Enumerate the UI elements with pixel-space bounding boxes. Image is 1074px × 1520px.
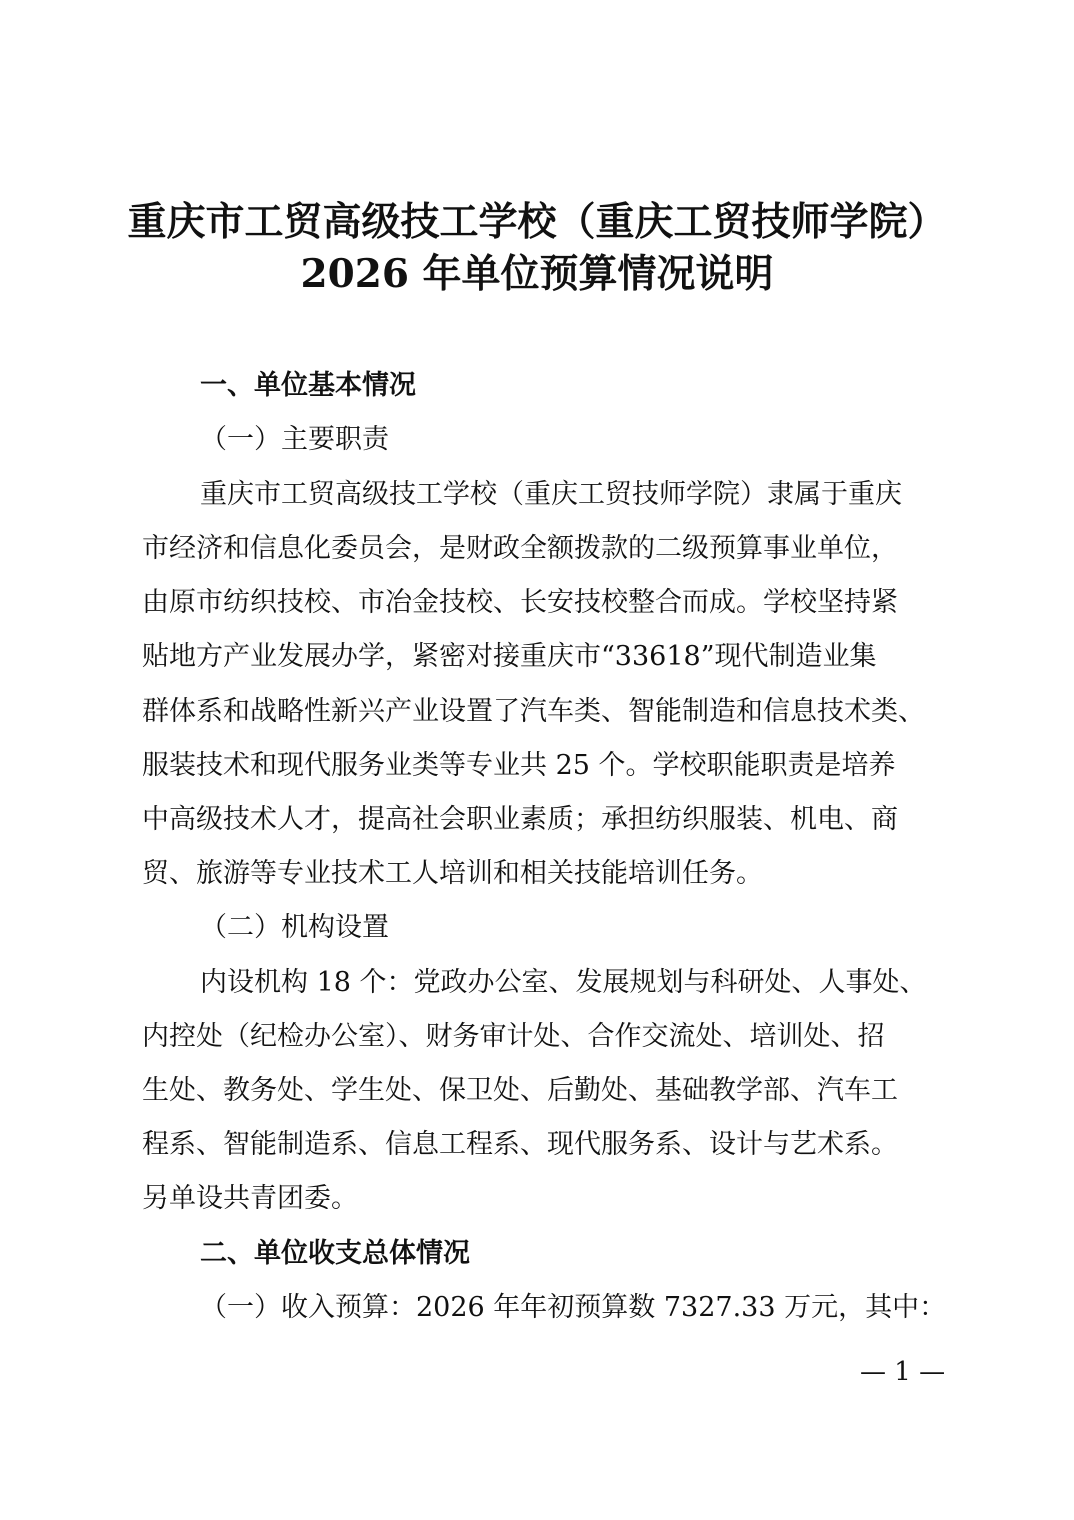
section-heading-income-expenditure: 二、单位收支总体情况 xyxy=(200,1238,470,1269)
paragraph-line: 贸、旅游等专业技术工人培训和相关技能培训任务。 xyxy=(142,858,763,889)
document-title-line-2: 2026 年单位预算情况说明 xyxy=(300,251,774,297)
page-number: — 1 — xyxy=(860,1357,946,1387)
paragraph-line: （一）收入预算：2026 年年初预算数 7327.33 万元，其中： xyxy=(200,1292,947,1323)
paragraph-line: 中高级技术人才，提高社会职业素质；承担纺织服装、机电、商 xyxy=(142,804,898,835)
document-title-line-1: 重庆市工贸高级技工学校（重庆工贸技师学院） xyxy=(127,199,947,245)
paragraph-line: 群体系和战略性新兴产业设置了汽车类、智能制造和信息技术类、 xyxy=(142,696,925,727)
subheading-organization: （二）机构设置 xyxy=(200,912,389,943)
paragraph-line: 贴地方产业发展办学，紧密对接重庆市“33618”现代制造业集 xyxy=(142,641,877,672)
section-heading-basic-info: 一、单位基本情况 xyxy=(200,370,416,401)
subheading-main-duties: （一）主要职责 xyxy=(200,424,389,455)
paragraph-line: 服装技术和现代服务业类等专业共 25 个。学校职能职责是培养 xyxy=(142,750,896,781)
paragraph-line: 由原市纺织技校、市冶金技校、长安技校整合而成。学校坚持紧 xyxy=(142,587,898,618)
paragraph-line: 内控处（纪检办公室）、财务审计处、合作交流处、培训处、招 xyxy=(142,1021,885,1052)
paragraph-line: 内设机构 18 个：党政办公室、发展规划与科研处、人事处、 xyxy=(200,967,927,998)
paragraph-line: 生处、教务处、学生处、保卫处、后勤处、基础教学部、汽车工 xyxy=(142,1075,898,1106)
paragraph-line: 重庆市工贸高级技工学校（重庆工贸技师学院）隶属于重庆 xyxy=(200,479,902,510)
paragraph-line: 程系、智能制造系、信息工程系、现代服务系、设计与艺术系。 xyxy=(142,1129,898,1160)
paragraph-line: 另单设共青团委。 xyxy=(142,1183,358,1214)
paragraph-line: 市经济和信息化委员会，是财政全额拨款的二级预算事业单位， xyxy=(142,533,898,564)
